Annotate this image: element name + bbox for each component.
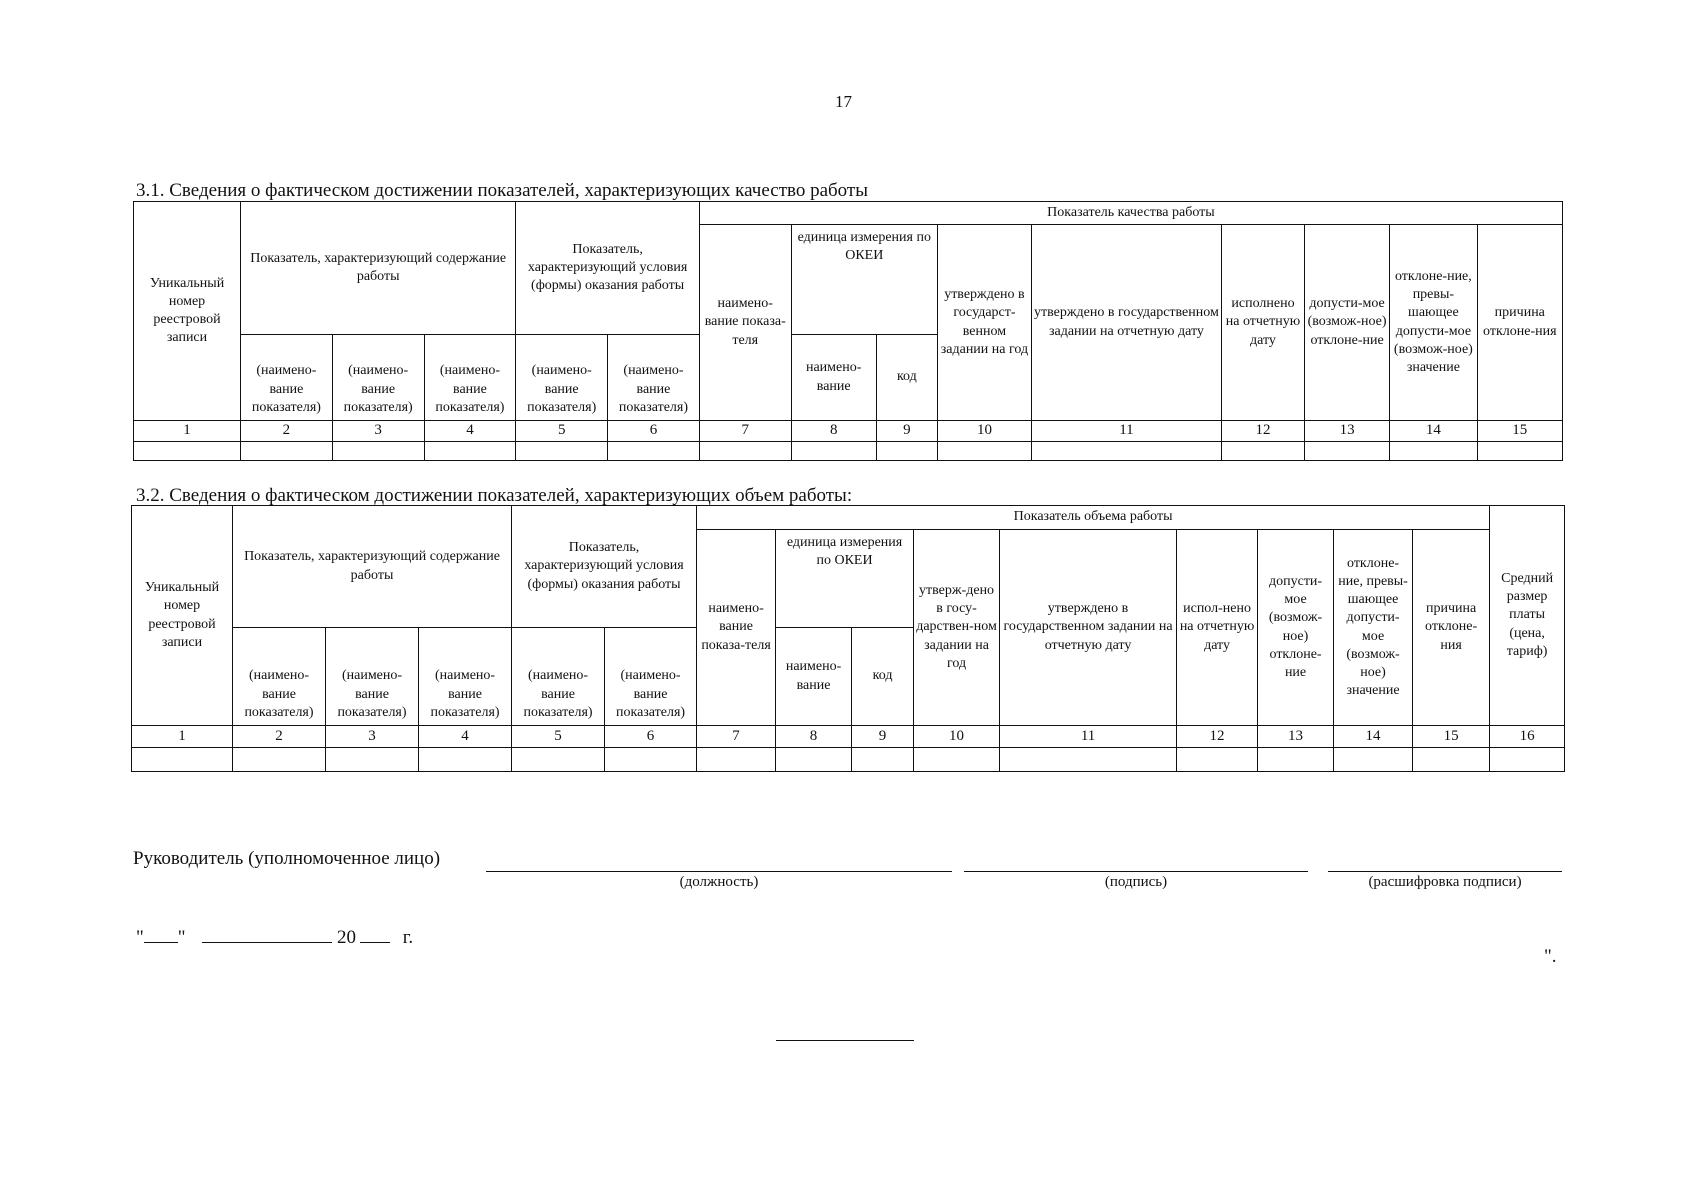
t2-num: 8 [776, 726, 852, 748]
table-cell [697, 748, 776, 772]
table-cell [332, 441, 424, 460]
t2-sub-name-2: (наимено-вание показателя) [233, 628, 326, 726]
t2-num: 14 [1334, 726, 1413, 748]
t1-num: 4 [424, 421, 516, 442]
t1-col-allowed: допусти-мое (возмож-ное) отклоне-ние [1304, 225, 1389, 421]
t2-num: 6 [605, 726, 697, 748]
table-cell [699, 441, 791, 460]
table-cell [914, 748, 1000, 772]
t2-col-allowed: допусти-мое (возмож-ное) отклоне-ние [1258, 530, 1334, 726]
t2-col-conditions: Показатель, характеризующий условия (формы) оказания работы [512, 506, 697, 628]
year-blank[interactable] [360, 924, 390, 943]
table2-title: 3.2. Сведения о фактическом достижении показателей, характеризующих объем работы: [136, 485, 853, 506]
t1-sub-name-5: (наимено-вание показателя) [516, 335, 608, 421]
t1-col-reason: причина отклоне-ния [1477, 225, 1562, 421]
table-cell [1477, 441, 1562, 460]
t1-num: 12 [1221, 421, 1304, 442]
t2-num: 12 [1177, 726, 1258, 748]
t2-num: 16 [1490, 726, 1565, 748]
table-cell [1490, 748, 1565, 772]
t2-num: 1 [132, 726, 233, 748]
table-cell [241, 441, 333, 460]
t1-col-conditions: Показатель, характеризующий условия (формы) оказания работы [516, 202, 700, 335]
t1-num: 1 [134, 421, 241, 442]
t1-num: 11 [1031, 421, 1221, 442]
t2-col-avg-fee: Средний размер платы (цена, тариф) [1490, 506, 1565, 726]
table-cell [1334, 748, 1413, 772]
date-line [136, 924, 413, 949]
t1-sub-name-3: (наимено-вание показателя) [332, 335, 424, 421]
t2-col-content: Показатель, характеризующий содержание работы [233, 506, 512, 628]
decoding-caption: (расшифровка подписи) [1368, 874, 1522, 890]
signature-line[interactable] [964, 870, 1308, 872]
t2-col-approved-year: утверж-дено в госу-дарствен-ном задании на год [914, 530, 1000, 726]
t1-col-approved-date: утверждено в государственном задании на отчетную дату [1031, 225, 1221, 421]
t2-col-exceeding: отклоне-ние, превы-шающее допусти-мое (возмож-ное) значение [1334, 530, 1413, 726]
t1-num: 9 [876, 421, 937, 442]
month-blank[interactable] [202, 924, 332, 943]
t2-num: 9 [852, 726, 914, 748]
t2-num: 2 [233, 726, 326, 748]
t1-num: 2 [241, 421, 333, 442]
t2-num: 15 [1413, 726, 1490, 748]
t2-num: 3 [326, 726, 419, 748]
t1-col-approved-year: утверждено в государст-венном задании на год [937, 225, 1031, 421]
table-cell [937, 441, 1031, 460]
table-cell [1031, 441, 1221, 460]
date-open-quote: " [136, 927, 144, 948]
t1-number-row [134, 421, 1563, 442]
table-cell [134, 441, 241, 460]
t1-num: 13 [1304, 421, 1389, 442]
table-cell [608, 441, 700, 460]
table-cell [1390, 441, 1477, 460]
date-close-quote: " [177, 927, 186, 948]
table-cell [1177, 748, 1258, 772]
position-line[interactable] [486, 870, 952, 872]
table-cell [791, 441, 876, 460]
t1-col-content: Показатель, характеризующий содержание работы [241, 202, 516, 335]
table-cell [1304, 441, 1389, 460]
year-prefix: 20 [337, 927, 357, 948]
t2-col-unit: единица измерения по ОКЕИ [776, 530, 914, 628]
t2-col-unique: Уникальный номер реестровой записи [132, 506, 233, 726]
table-cell [132, 748, 233, 772]
t1-num: 10 [937, 421, 1031, 442]
t2-col-unit-code: код [852, 628, 914, 726]
footnote-divider [776, 1040, 914, 1041]
table-cell [512, 748, 605, 772]
year-suffix: г. [402, 927, 414, 948]
t1-col-unit-name: наимено-вание [791, 335, 876, 421]
t2-sub-name-6: (наимено-вание показателя) [605, 628, 697, 726]
t1-col-unit-code: код [876, 335, 937, 421]
t1-num: 7 [699, 421, 791, 442]
t1-empty-row [134, 441, 1563, 460]
table-cell [233, 748, 326, 772]
signature-decoding-line[interactable] [1328, 870, 1562, 872]
table1-title: 3.1. Сведения о фактическом достижении показателей, характеризующих качество работы [136, 180, 869, 201]
position-caption: (должность) [679, 874, 759, 890]
t2-sub-name-4: (наимено-вание показателя) [419, 628, 512, 726]
t1-group-header: Показатель качества работы [699, 202, 1562, 225]
t1-col-executed: исполнено на отчетную дату [1221, 225, 1304, 421]
volume-table [131, 505, 1565, 772]
t1-sub-name-6: (наимено-вание показателя) [608, 335, 700, 421]
table-cell [1221, 441, 1304, 460]
signature-caption: (подпись) [1104, 874, 1168, 890]
quality-table [133, 201, 1563, 461]
t1-num: 3 [332, 421, 424, 442]
table-cell [1000, 748, 1177, 772]
t1-sub-name-2: (наимено-вание показателя) [241, 335, 333, 421]
t1-col-indicator-name: наимено-вание показа-теля [699, 225, 791, 421]
t2-col-reason: причина отклоне-ния [1413, 530, 1490, 726]
t2-empty-row [132, 748, 1565, 772]
t2-col-indicator-name: наимено-вание показа-теля [697, 530, 776, 726]
t2-num: 5 [512, 726, 605, 748]
signature-label: Руководитель (уполномоченное лицо) [133, 848, 441, 869]
table-cell [419, 748, 512, 772]
t2-num: 7 [697, 726, 776, 748]
t2-col-unit-name: наимено-вание [776, 628, 852, 726]
table-cell [776, 748, 852, 772]
table-cell [1413, 748, 1490, 772]
day-blank[interactable] [144, 924, 178, 943]
t2-col-executed: испол-нено на отчетную дату [1177, 530, 1258, 726]
t1-sub-name-4: (наимено-вание показателя) [424, 335, 516, 421]
table-cell [876, 441, 937, 460]
table-cell [852, 748, 914, 772]
table-cell [326, 748, 419, 772]
t2-num: 4 [419, 726, 512, 748]
t1-col-exceeding: отклоне-ние, превы-шающее допусти-мое (возмож-ное) значение [1390, 225, 1477, 421]
t2-num: 13 [1258, 726, 1334, 748]
t1-num: 5 [516, 421, 608, 442]
closing-quote: ". [1544, 946, 1557, 967]
t1-num: 6 [608, 421, 700, 442]
t1-col-unique: Уникальный номер реестровой записи [134, 202, 241, 421]
table-cell [605, 748, 697, 772]
t2-num: 11 [1000, 726, 1177, 748]
t2-number-row [132, 726, 1565, 748]
t1-num: 14 [1390, 421, 1477, 442]
page-number: 17 [835, 92, 852, 111]
t2-group-header: Показатель объема работы [697, 506, 1490, 530]
t2-sub-name-3: (наимено-вание показателя) [326, 628, 419, 726]
t2-num: 10 [914, 726, 1000, 748]
t1-num: 8 [791, 421, 876, 442]
t2-sub-name-5: (наимено-вание показателя) [512, 628, 605, 726]
t1-num: 15 [1477, 421, 1562, 442]
table-cell [516, 441, 608, 460]
t1-col-unit: единица измерения по ОКЕИ [791, 225, 937, 335]
table-cell [1258, 748, 1334, 772]
table-cell [424, 441, 516, 460]
t2-col-approved-date: утверждено в государственном задании на отчетную дату [1000, 530, 1177, 726]
